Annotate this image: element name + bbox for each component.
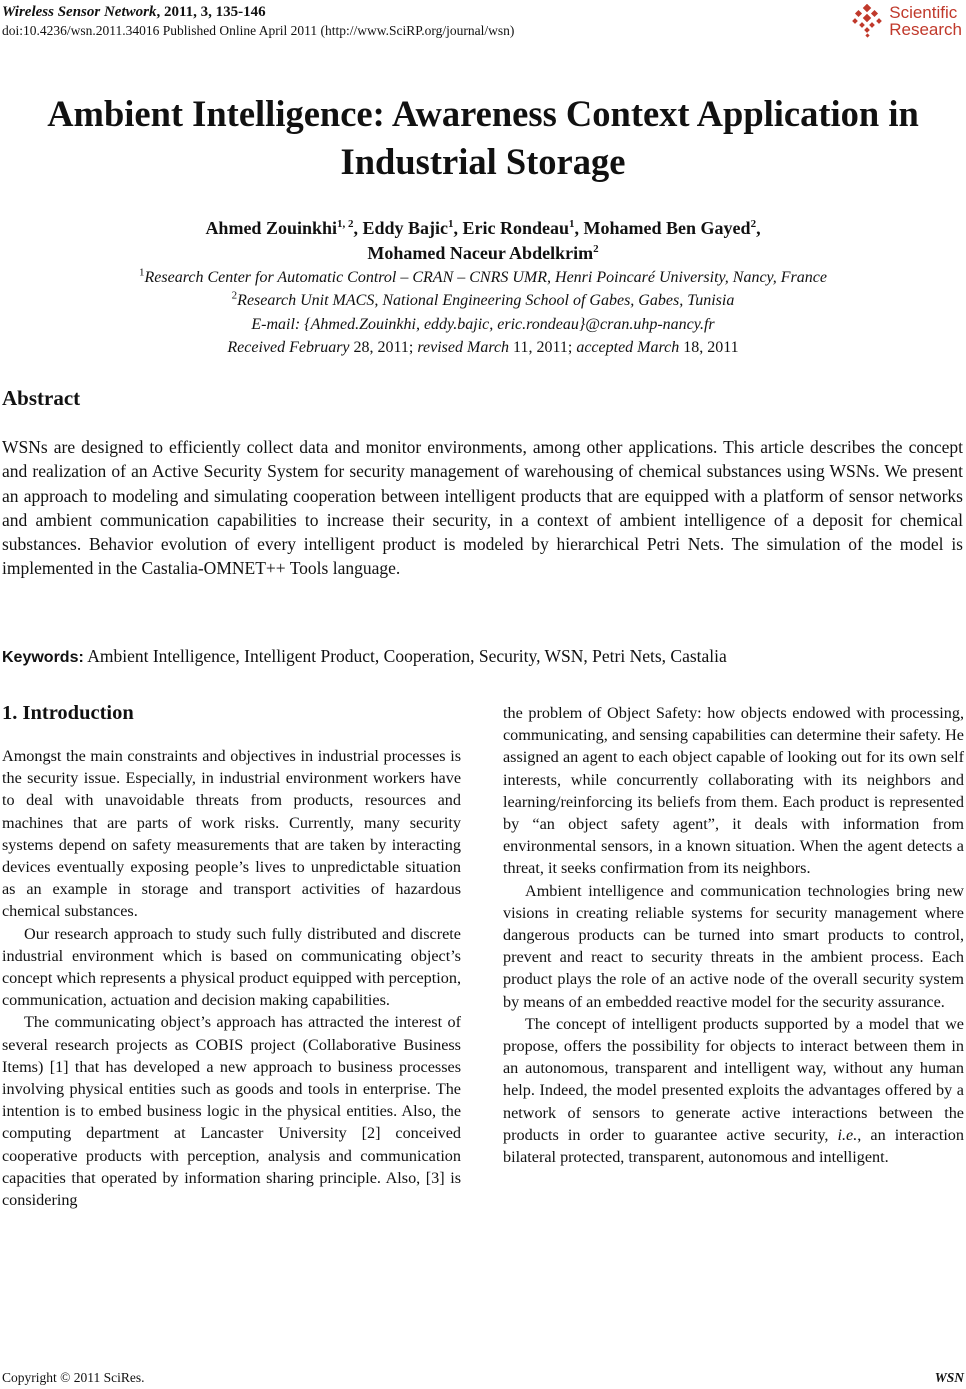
affiliation-mark: 2 bbox=[231, 289, 238, 302]
author-list bbox=[0, 216, 966, 266]
abstract-text: WSNs are designed to efficiently collect data and monitor environments, among other applications. This article describes the concept and realization of an Active Security System for security management of warehousing of chemical substances using WSNs. We present an approach to modeling and simulating cooperation between intelligent products that are equipped with a platform of sensor networks and ambient communication capabilities to increase their security, in a context of ambient intelligence of a deposit for chemical substances. Behavior evolution of every intelligent product is modeled by hierarchical Petri Nets. The simulation of the model is implemented in the Castalia-OMNET++ Tools language. bbox=[2, 437, 963, 579]
keywords bbox=[2, 644, 727, 670]
title-line-1: Ambient Intelligence: Awareness Context Application in bbox=[47, 93, 919, 134]
paragraph bbox=[503, 1013, 964, 1168]
accepted-date: 18, 2011 bbox=[679, 339, 739, 356]
keywords-text: Ambient Intelligence, Intelligent Product, Cooperation, Security, WSN, Petri Nets, Castalia bbox=[83, 646, 727, 666]
received-date: 28, 2011; bbox=[349, 339, 418, 356]
author-affiliation-mark: 1 bbox=[569, 218, 575, 230]
affiliation-text: Research Unit MACS, National Engineering School of Gabes, Gabes, Tunisia bbox=[237, 292, 735, 309]
keywords-label: Keywords: bbox=[2, 649, 84, 666]
affiliation-2 bbox=[0, 290, 966, 312]
affiliation-text: Research Center for Automatic Control – CRAN – CNRS UMR, Henri Poincaré University, Nancy, France bbox=[144, 269, 827, 286]
author-affiliation-mark: 1, 2 bbox=[337, 218, 354, 230]
paragraph-text: , an interaction bilateral protected, transparent, autonomous and intelligent. bbox=[503, 1125, 964, 1167]
author-affiliation-mark: 2 bbox=[750, 218, 757, 230]
abstract-heading: Abstract bbox=[2, 386, 81, 410]
copyright: Copyright © 2011 SciRes. bbox=[2, 1370, 145, 1385]
logo-line-1: Scientific bbox=[889, 3, 958, 22]
author-line-2 bbox=[0, 241, 966, 266]
paragraph: the problem of Object Safety: how objects endowed with processing, communicating, and sensing capabilities can determine their safety. He assigned an agent to each object capable of looking out for its own self interests, while concurrently collaborating with its neighbors and learning/reinforcing its beliefs from them. Each product is represented by “an object safety agent”, it deals with information from environmental sensors, in a known situation. When the agent detects a threat, it seeks confirmation from its neighbors. bbox=[503, 704, 964, 878]
affiliation-1 bbox=[0, 267, 966, 289]
received-label: Received February bbox=[227, 339, 350, 356]
journal-citation bbox=[2, 2, 514, 22]
section-heading-introduction: 1. Introduction bbox=[2, 702, 134, 724]
paper-title bbox=[0, 90, 966, 186]
revised-label: revised March bbox=[417, 339, 510, 356]
page-footer bbox=[2, 1370, 964, 1386]
doi-line: doi:10.4236/wsn.2011.34016 Published Online April 2011 (http://www.SciRP.org/journal/wsn) bbox=[2, 23, 515, 38]
paragraph: Amongst the main constraints and objectives in industrial processes is the security issue. Especially, in industrial environment workers have to deal with unavoidable threats from products, resources and machines that are parts of work risks. Currently, many security systems depend on safety measurements that are taken by interacting devices eventually exposing people’s lives to unpredictable situation as an example in storage and transport activities of hazardous chemical substances. bbox=[2, 747, 461, 921]
left-column bbox=[2, 745, 461, 1211]
publisher-logo-text bbox=[889, 4, 962, 38]
right-column bbox=[503, 702, 964, 1168]
author-name: Ahmed Zouinkhi bbox=[205, 218, 337, 238]
received-dates bbox=[0, 337, 966, 359]
revised-date: 11, 2011; bbox=[509, 339, 577, 356]
author-name: , Eric Rondeau bbox=[453, 218, 570, 238]
paragraph: Ambient intelligence and communication technologies bring new visions in creating reliable systems for security management where dangerous products can be turned into smart products to control, prevent and react to security threats in the ambient process. Each product plays the role of an active node of the overall security system by means of an embedded reactive model for the security assurance. bbox=[503, 881, 964, 1011]
logo-line-2: Research bbox=[889, 20, 962, 39]
author-name: Mohamed Naceur Abdelkrim bbox=[367, 243, 594, 263]
paragraph-italic: i.e. bbox=[837, 1125, 858, 1144]
author-affiliation-mark: 1 bbox=[448, 218, 454, 230]
paragraph: Our research approach to study such fully distributed and discrete industrial environment which is based on communicating object’s concept which represents a physical product equipped with perception, communication, actuation and decision making capabilities. bbox=[2, 924, 461, 1010]
author-name: , Mohamed Ben Gayed bbox=[574, 218, 751, 238]
accepted-label: accepted March bbox=[576, 339, 680, 356]
author-separator: , bbox=[756, 218, 761, 238]
author-name: , Eddy Bajic bbox=[353, 218, 449, 238]
email-line: E-mail: {Ahmed.Zouinkhi, eddy.bajic, eric.rondeau}@cran.uhp-nancy.fr bbox=[251, 316, 715, 333]
journal-abbreviation: WSN bbox=[934, 1370, 964, 1385]
journal-name: Wireless Sensor Network bbox=[2, 4, 157, 20]
scientific-research-logo-icon bbox=[851, 4, 885, 38]
affiliation-mark: 1 bbox=[139, 266, 145, 279]
journal-volume: , 2011, 3, 135-146 bbox=[156, 4, 266, 20]
paragraph: The communicating object’s approach has attracted the interest of several research projects as COBIS project (Collaborative Business Items) [1] that has developed a new approach to business processes involving physical entities such as goods and tools in enterprise. The intention is to embed business logic in the physical entities. Also, the computing department at Lancaster University [2] conceived cooperative products with perception, analysis and communication capacities that operated by information sharing principle. Also, [3] is considering bbox=[2, 1013, 461, 1210]
journal-header bbox=[2, 2, 514, 40]
author-line-1 bbox=[0, 216, 966, 241]
title-line-2: Industrial Storage bbox=[340, 141, 626, 182]
paragraph-text: The concept of intelligent products supported by a model that we propose, offers the possibility for objects to interact between them in an autonomous, transparent and intelligent way, without any human help. Indeed, the model presented exploits the advantages offered by a network of sensors to generate active interactions between the products in order to guarantee active security, bbox=[503, 1014, 964, 1144]
author-affiliation-mark: 2 bbox=[593, 243, 599, 255]
publisher-logo bbox=[851, 4, 962, 38]
